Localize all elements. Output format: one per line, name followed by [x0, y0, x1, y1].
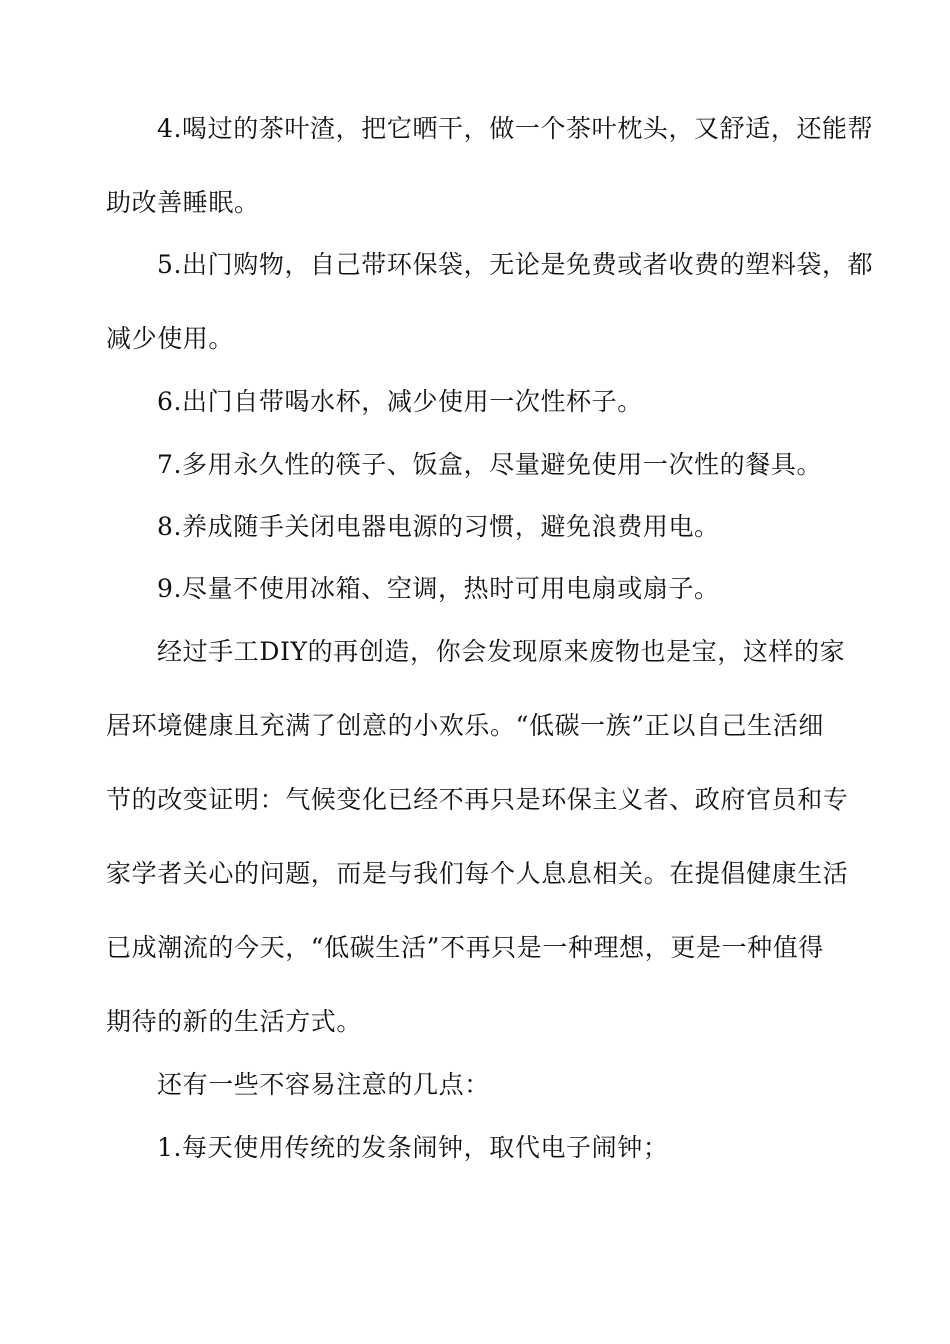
paragraph-line: 助改善睡眠。	[106, 188, 260, 217]
paragraph-line: 经过手工DIY的再创造，你会发现原来废物也是宝，这样的家	[157, 637, 846, 666]
paragraph-line: 9.尽量不使用冰箱、空调，热时可用电扇或扇子。	[157, 574, 720, 603]
paragraph-line: 6.出门自带喝水杯，减少使用一次性杯子。	[157, 387, 643, 416]
paragraph-line: 1.每天使用传统的发条闹钟，取代电子闹钟；	[157, 1133, 669, 1162]
paragraph-line: 8.养成随手关闭电器电源的习惯，避免浪费用电。	[157, 512, 720, 541]
paragraph-line: 已成潮流的今天，“低碳生活”不再只是一种理想，更是一种值得	[106, 933, 824, 962]
paragraph-line: 4.喝过的茶叶渣，把它晒干，做一个茶叶枕头，又舒适，还能帮	[157, 114, 874, 143]
paragraph-line: 还有一些不容易注意的几点：	[157, 1070, 490, 1099]
paragraph-line: 减少使用。	[106, 324, 235, 353]
paragraph-line: 节的改变证明：气候变化已经不再只是环保主义者、政府官员和专	[106, 785, 849, 814]
paragraph-line: 期待的新的生活方式。	[106, 1007, 363, 1036]
paragraph-line: 居环境健康且充满了创意的小欢乐。“低碳一族”正以自己生活细	[106, 711, 824, 740]
paragraph-line: 5.出门购物，自己带环保袋，无论是免费或者收费的塑料袋，都	[157, 250, 874, 279]
paragraph-line: 家学者关心的问题，而是与我们每个人息息相关。在提倡健康生活	[106, 859, 849, 888]
paragraph-line: 7.多用永久性的筷子、饭盒，尽量避免使用一次性的餐具。	[157, 450, 823, 479]
